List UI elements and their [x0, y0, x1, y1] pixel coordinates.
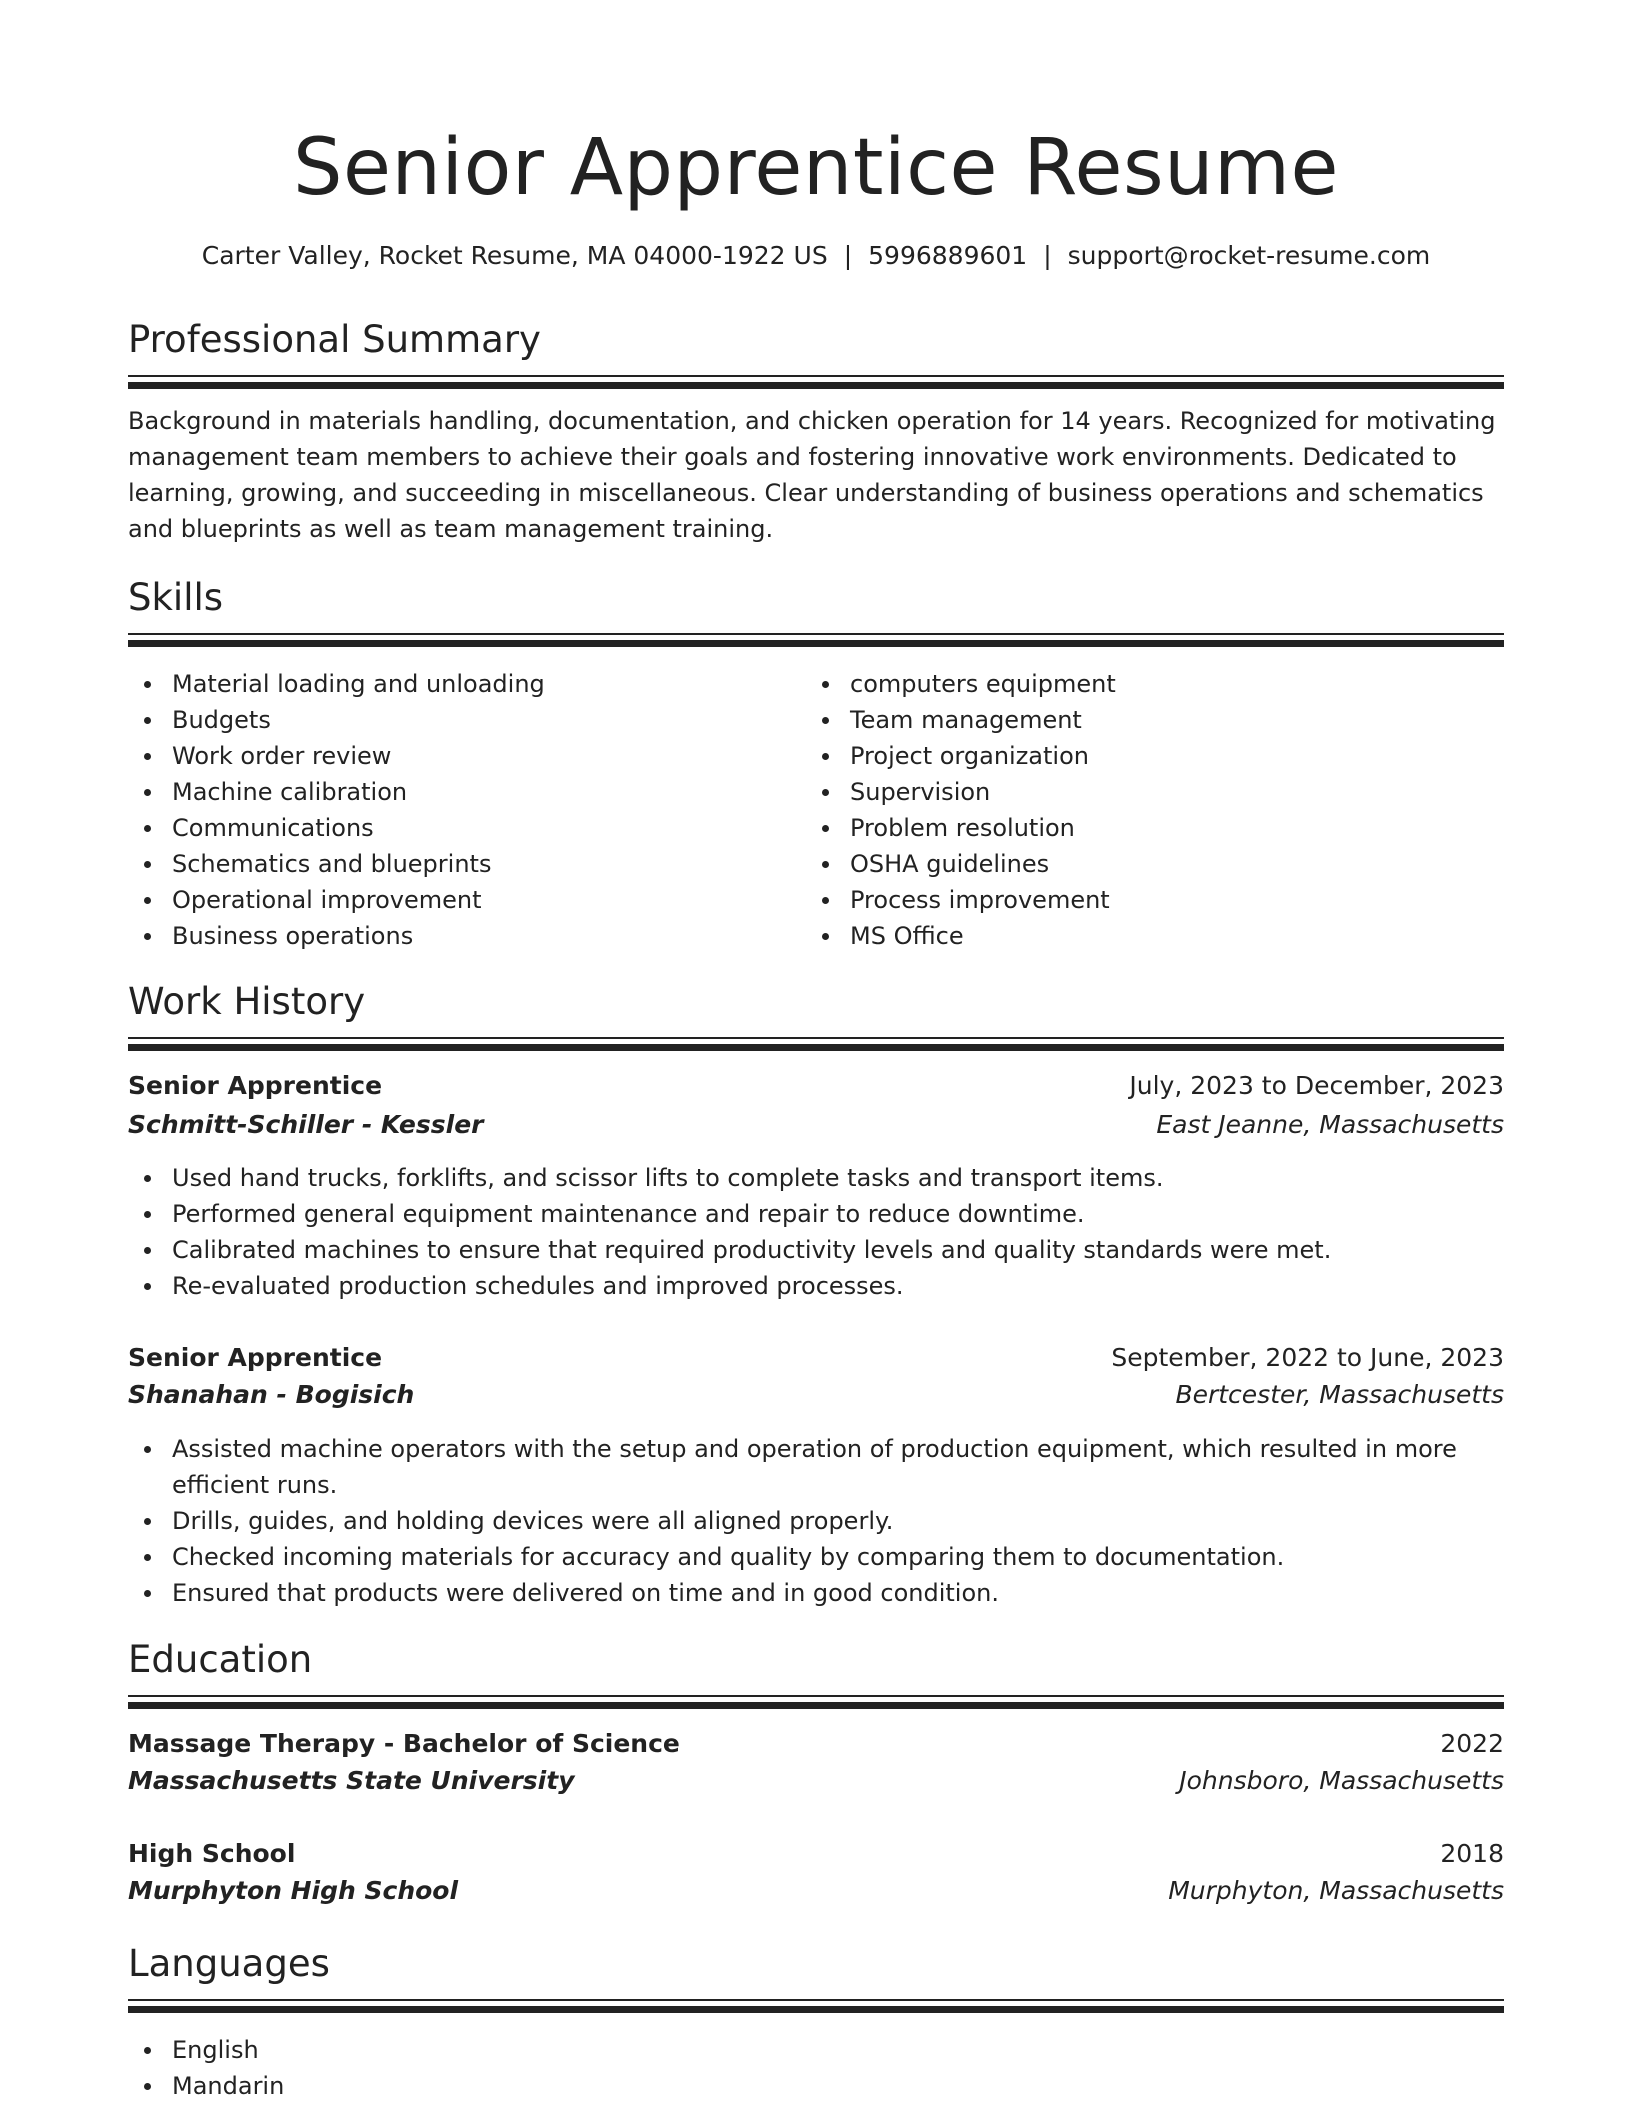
- section-divider: [128, 375, 1504, 377]
- contact-address: Carter Valley, Rocket Resume, MA 04000-1922 US: [201, 241, 828, 270]
- job-header: [128, 1068, 1504, 1104]
- languages-section: [128, 1940, 1504, 2100]
- job-bullet: Used hand trucks, forklifts, and scissor lifts to complete tasks and transport items.: [128, 1160, 1504, 1196]
- summary-text: Background in materials handling, documentation, and chicken operation for 14 years. Recognized for motivating management team members to achieve their goals and fostering innovative work environments. Dedicated to learning, growing, and succeeding in miscellaneous. Clear understanding of business operations and schematics and blueprints as well as team management training.: [128, 407, 1496, 543]
- skill-item: Process improvement: [806, 882, 1466, 918]
- section-divider: [128, 1044, 1504, 1051]
- skill-item: Material loading and unloading: [128, 666, 788, 702]
- job-title: Senior Apprentice: [128, 1071, 383, 1100]
- skill-item: Machine calibration: [128, 774, 788, 810]
- education-year: 2018: [1440, 1839, 1504, 1868]
- skills-section: [128, 574, 1504, 950]
- summary-section: [128, 316, 1504, 543]
- job-bullet: Checked incoming materials for accuracy and quality by comparing them to documentation.: [128, 1539, 1504, 1575]
- skill-item: Operational improvement: [128, 882, 788, 918]
- job-bullet: Drills, guides, and holding devices were all aligned properly.: [128, 1503, 1504, 1539]
- job-bullet: Assisted machine operators with the setup and operation of production equipment, which resulted in more efficient runs.: [128, 1431, 1504, 1503]
- education-degree: Massage Therapy - Bachelor of Science: [128, 1729, 680, 1758]
- education-location: Murphyton, Massachusetts: [1168, 1876, 1504, 1905]
- skills-list-left: [128, 666, 788, 954]
- skills-heading: Skills: [128, 576, 224, 619]
- education-subheader: [128, 1873, 1504, 1909]
- job-dates: September, 2022 to June, 2023: [1111, 1343, 1504, 1372]
- skill-item: Team management: [806, 702, 1466, 738]
- education-location: Johnsboro, Massachusetts: [1179, 1766, 1504, 1795]
- section-divider: [128, 640, 1504, 647]
- skills-list-right: [806, 666, 1466, 954]
- job-header: [128, 1340, 1504, 1376]
- job-subheader: [128, 1377, 1504, 1413]
- education-subheader: [128, 1763, 1504, 1799]
- job-bullet: Re-evaluated production schedules and improved processes.: [128, 1268, 1504, 1304]
- education-header: [128, 1726, 1504, 1762]
- job-title: Senior Apprentice: [128, 1343, 383, 1372]
- skill-item: Problem resolution: [806, 810, 1466, 846]
- education-school: Massachusetts State University: [128, 1766, 575, 1795]
- job-bullet: Calibrated machines to ensure that required productivity levels and quality standards were met.: [128, 1232, 1504, 1268]
- section-divider: [128, 1037, 1504, 1039]
- contact-separator: |: [1043, 241, 1052, 270]
- section-divider: [128, 1999, 1504, 2001]
- job-bullet: Ensured that products were delivered on time and in good condition.: [128, 1575, 1504, 1611]
- skill-item: MS Office: [806, 918, 1466, 954]
- skill-item: Budgets: [128, 702, 788, 738]
- contact-line: [128, 238, 1504, 274]
- job-location: East Jeanne, Massachusetts: [1156, 1110, 1504, 1139]
- skill-item: Project organization: [806, 738, 1466, 774]
- job-dates: July, 2023 to December, 2023: [1129, 1071, 1504, 1100]
- job-company: Shanahan - Bogisich: [128, 1380, 415, 1409]
- section-divider: [128, 382, 1504, 389]
- section-divider: [128, 1695, 1504, 1697]
- skill-item: Schematics and blueprints: [128, 846, 788, 882]
- education-heading: Education: [128, 1638, 313, 1681]
- contact-separator: |: [843, 241, 853, 270]
- languages-heading: Languages: [128, 1942, 330, 1985]
- work-history-heading: Work History: [128, 980, 366, 1023]
- job-subheader: [128, 1107, 1504, 1143]
- job-bullets: [128, 1431, 1504, 1611]
- section-divider: [128, 2006, 1504, 2013]
- education-section: [128, 1636, 1504, 1905]
- education-degree: High School: [128, 1839, 296, 1868]
- section-divider: [128, 1702, 1504, 1709]
- skill-item: Work order review: [128, 738, 788, 774]
- education-school: Murphyton High School: [128, 1876, 459, 1905]
- job-company: Schmitt-Schiller - Kessler: [128, 1110, 484, 1139]
- education-header: [128, 1836, 1504, 1872]
- skill-item: OSHA guidelines: [806, 846, 1466, 882]
- language-item: English: [128, 2032, 1504, 2068]
- summary-heading: Professional Summary: [128, 318, 541, 361]
- language-item: Mandarin: [128, 2068, 1504, 2104]
- education-year: 2022: [1440, 1729, 1504, 1758]
- job-location: Bertcester, Massachusetts: [1175, 1380, 1504, 1409]
- skill-item: computers equipment: [806, 666, 1466, 702]
- languages-list: [128, 2032, 1504, 2104]
- job-bullets: [128, 1160, 1504, 1304]
- skill-item: Supervision: [806, 774, 1466, 810]
- contact-phone: 5996889601: [868, 241, 1028, 270]
- section-divider: [128, 633, 1504, 635]
- work-history-section: [128, 978, 1504, 1607]
- page-title: Senior Apprentice Resume: [293, 123, 1339, 213]
- skill-item: Communications: [128, 810, 788, 846]
- contact-email[interactable]: support@rocket-resume.com: [1067, 241, 1431, 270]
- skill-item: Business operations: [128, 918, 788, 954]
- job-bullet: Performed general equipment maintenance and repair to reduce downtime.: [128, 1196, 1504, 1232]
